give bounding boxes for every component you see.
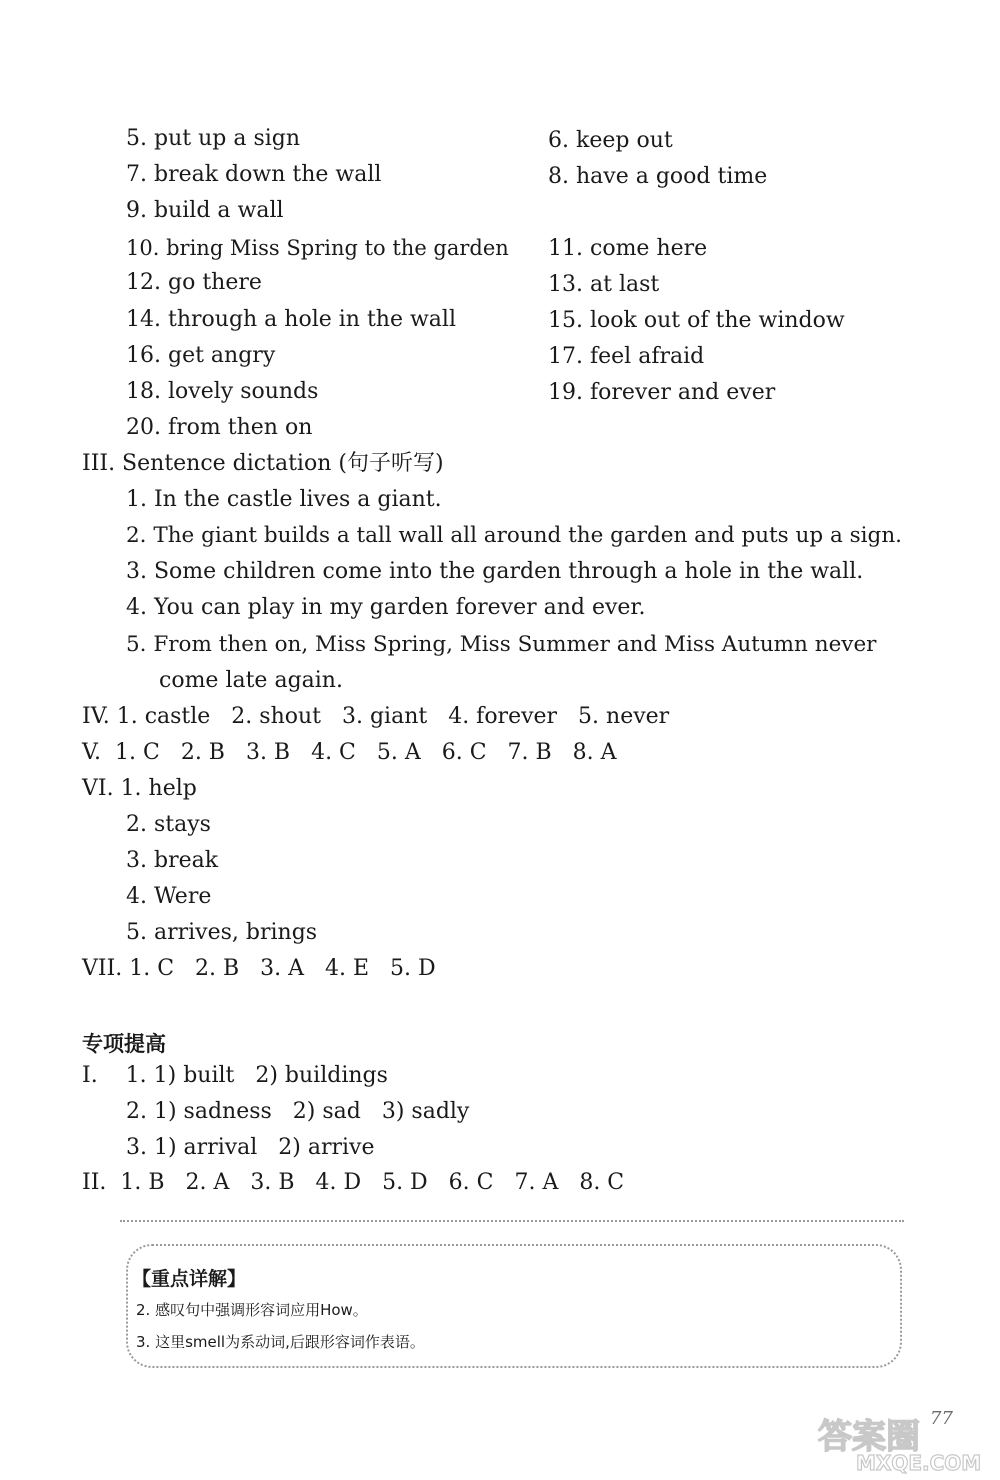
answer-line: II. 1. B 2. A 3. B 4. D 5. D 6. C 7. A 8. C: [82, 1170, 625, 1195]
answer-item: 4. Were: [126, 884, 212, 909]
answer-item: 3. 1) arrival 2) arrive: [126, 1135, 375, 1160]
special-heading: 专项提高: [82, 1032, 166, 1056]
phrase-item: 6. keep out: [548, 128, 673, 153]
sentence-continuation: come late again.: [159, 668, 343, 693]
phrase-item: 5. put up a sign: [126, 126, 301, 151]
page-number: 77: [930, 1408, 953, 1429]
section-title: III. Sentence dictation (句子听写): [82, 451, 444, 476]
phrase-item: 18. lovely sounds: [126, 379, 319, 404]
phrase-item: 13. at last: [548, 272, 660, 297]
sentence-item: 4. You can play in my garden forever and ever.: [126, 595, 646, 620]
answer-line: VII. 1. C 2. B 3. A 4. E 5. D: [82, 956, 436, 981]
phrase-item: 12. go there: [126, 270, 262, 295]
answer-item: 5. arrives, brings: [126, 920, 318, 945]
phrase-item: 10. bring Miss Spring to the garden: [126, 236, 509, 260]
note-line: 2. 感叹句中强调形容词应用How。: [136, 1301, 368, 1319]
phrase-item: 8. have a good time: [548, 164, 768, 189]
phrase-item: 14. through a hole in the wall: [126, 307, 456, 332]
dotted-divider: [120, 1220, 904, 1222]
sentence-item: 3. Some children come into the garden through a hole in the wall.: [126, 559, 864, 584]
watermark-cn: 答案圈: [818, 1417, 920, 1457]
answer-item: 2. 1) sadness 2) sad 3) sadly: [126, 1099, 470, 1124]
phrase-item: 20. from then on: [126, 415, 313, 440]
phrase-item: 16. get angry: [126, 343, 276, 368]
watermark-latin: MXQE.COM: [856, 1451, 982, 1474]
phrase-item: 19. forever and ever: [548, 380, 776, 405]
phrase-item: 15. look out of the window: [548, 308, 845, 333]
sentence-item: 1. In the castle lives a giant.: [126, 487, 442, 512]
answer-line: V. 1. C 2. B 3. B 4. C 5. A 6. C 7. B 8. A: [82, 740, 617, 765]
note-line: 3. 这里smell为系动词,后跟形容词作表语。: [136, 1333, 425, 1351]
sentence-item: 5. From then on, Miss Spring, Miss Summer and Miss Autumn never: [126, 632, 877, 657]
sentence-item: 2. The giant builds a tall wall all around the garden and puts up a sign.: [126, 523, 903, 548]
answer-item: 3. break: [126, 848, 219, 873]
answer-item: 2. stays: [126, 812, 211, 837]
phrase-item: 17. feel afraid: [548, 344, 705, 369]
answer-line: I. 1. 1) built 2) buildings: [82, 1063, 388, 1088]
note-title: 【重点详解】: [132, 1268, 247, 1290]
phrase-item: 11. come here: [548, 236, 708, 261]
answer-line: IV. 1. castle 2. shout 3. giant 4. forever 5. never: [82, 704, 670, 729]
phrase-item: 9. build a wall: [126, 198, 284, 223]
watermark-logo: [812, 1410, 992, 1474]
phrase-item: 7. break down the wall: [126, 162, 382, 187]
answer-line: VI. 1. help: [82, 776, 197, 801]
